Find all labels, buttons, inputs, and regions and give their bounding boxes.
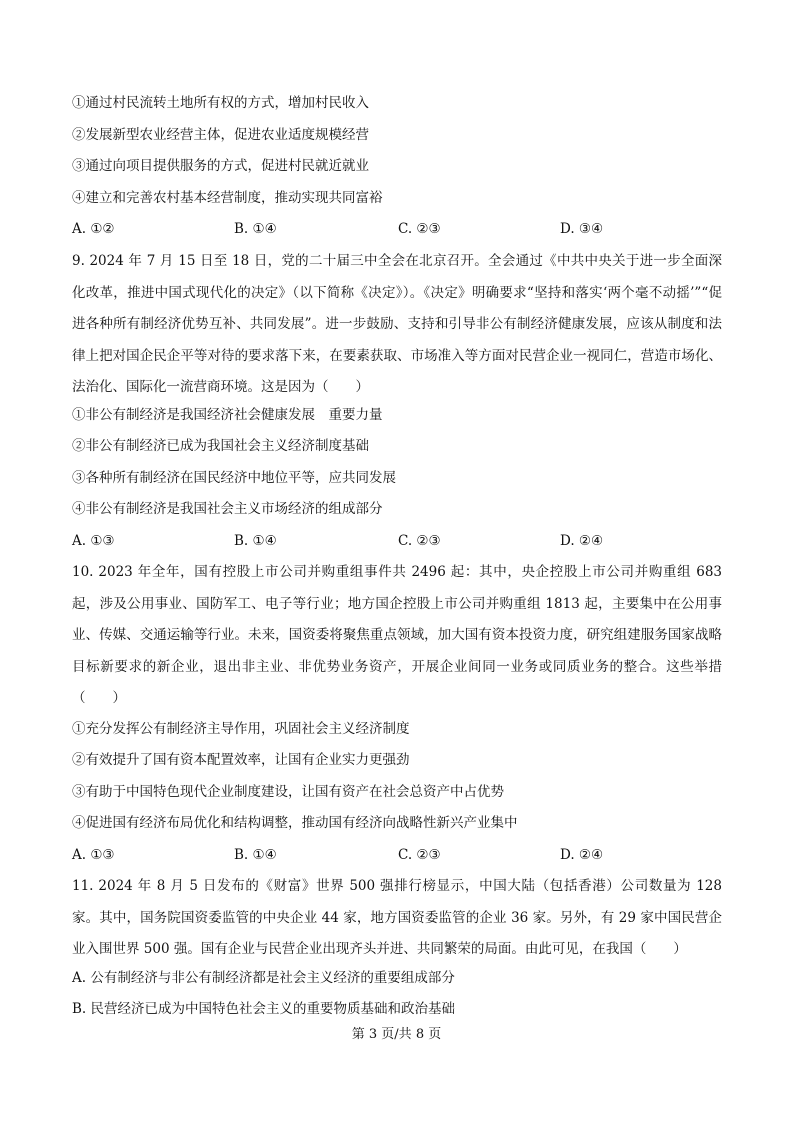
q9-option-c: C. ②③: [398, 533, 441, 549]
q10-item-1: ①充分发挥公有制经济主导作用，巩固社会主义经济制度: [72, 721, 410, 737]
q9-option-b: B. ①④: [234, 533, 277, 549]
q10-option-c: C. ②③: [398, 847, 441, 863]
q9-option-d: D. ②④: [560, 533, 604, 549]
q10-item-3: ③有助于中国特色现代企业制度建设，让国有资产在社会总资产中占优势: [72, 784, 504, 800]
q8-item-1: ①通过村民流转土地所有权的方式，增加村民收入: [72, 95, 369, 111]
q10-stem: 10. 2023 年全年，国有控股上市公司并购重组事件共 2496 起：其中，央企控股上市公司并购重组 683 起，涉及公用事业、国防军工、电子等行业；地方国企控股上市公司并购重组 1813 起，主要集中在公用事业、传媒、交通运输等行业。未来，国资委将聚焦重点领域，加大国有资本投资力度，研究组建服务国家战略目标新要求的新企业，退出非主业、非优势业务资产，开展企业间同一业务或同质业务的整合。这些举措（ ）: [72, 564, 722, 706]
q11-stem: 11. 2024 年 8 月 5 日发布的《财富》世界 500 强排行榜显示，中国大陆（包括香港）公司数量为 128 家。其中，国务院国资委监管的中央企业 44 家，地方国资委监管的企业 36 家。另外，有 29 家中国民营企业入围世界 500 强。国有企业与民营企业出现齐头并进、共同繁荣的局面。由此可见，在我国（ ）: [72, 878, 722, 957]
page-footer: 第 3 页/共 8 页: [351, 1027, 442, 1042]
q9-item-2: ②非公有制经济已成为我国社会主义经济制度基础: [72, 438, 369, 454]
q11-option-b: B. 民营经济已成为中国特色社会主义的重要物质基础和政治基础: [72, 1001, 456, 1017]
q11-option-a: A. 公有制经济与非公有制经济都是社会主义经济的重要组成部分: [72, 970, 455, 986]
q8-option-a: A. ①②: [72, 221, 115, 237]
q10-option-b: B. ①④: [234, 847, 277, 863]
q8-options: [72, 219, 722, 239]
q9-stem: 9. 2024 年 7 月 15 日至 18 日，党的二十届三中全会在北京召开。全会通过《中共中央关于进一步全面深化改革，推进中国式现代化的决定》（以下简称《决定》）。《决定》明确要求“坚持和落实‘两个毫不动摇’”“促进各种所有制经济优势互补、共同发展”。进一步鼓励、支持和引导非公有制经济健康发展，应该从制度和法律上把对国企民企平等对待的要求落下来，在要素获取、市场准入等方面对民营企业一视同仁，营造市场化、法治化、国际化一流营商环境。这是因为（ ）: [72, 253, 722, 395]
q10-options: [72, 845, 722, 865]
q9-option-a: A. ①③: [72, 533, 115, 549]
q8-item-3: ③通过向项目提供服务的方式，促进村民就近就业: [72, 158, 369, 174]
q10-option-d: D. ②④: [560, 847, 604, 863]
q9-item-4: ④非公有制经济是我国社会主义市场经济的组成部分: [72, 501, 383, 517]
q10-item-4: ④促进国有经济布局优化和结构调整，推动国有经济向战略性新兴产业集中: [72, 815, 518, 831]
q8-item-4: ④建立和完善农村基本经营制度，推动实现共同富裕: [72, 190, 383, 206]
q8-item-2: ②发展新型农业经营主体，促进农业适度规模经营: [72, 127, 369, 143]
q9-item-3: ③各种所有制经济在国民经济中地位平等，应共同发展: [72, 470, 396, 486]
q8-option-c: C. ②③: [398, 221, 441, 237]
q8-option-b: B. ①④: [234, 221, 277, 237]
q10-item-2: ②有效提升了国有资本配置效率，让国有企业实力更强劲: [72, 752, 410, 768]
q9-item-1: ①非公有制经济是我国经济社会健康发展 重要力量: [72, 407, 383, 423]
q8-option-d: D. ③④: [560, 221, 604, 237]
q9-options: [72, 531, 722, 551]
q10-option-a: A. ①③: [72, 847, 115, 863]
